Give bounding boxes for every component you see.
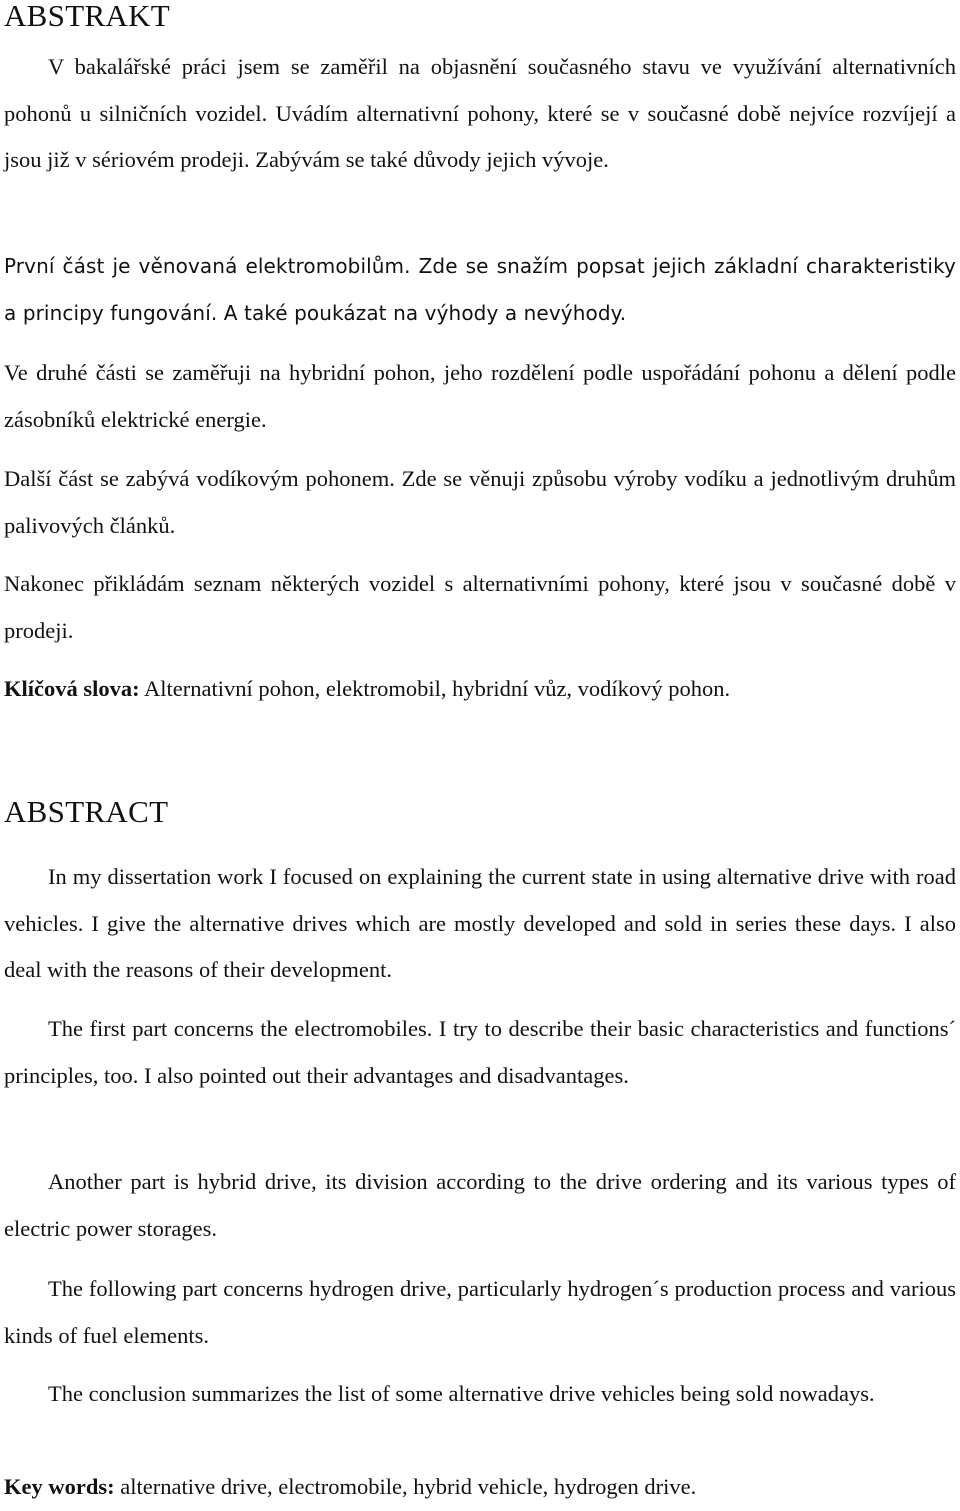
english-abstract-paragraph-1: In my dissertation work I focused on explaining the current state in using alternative drive with road vehicles. I give the alternative drives which are mostly developed and sold in series these days. I also deal with the reasons of their development. <box>4 864 956 982</box>
czech-abstract-paragraph-1: V bakalářské práci jsem se zaměřil na objasnění současného stavu ve využívání alternativních pohonů u silničních vozidel. Uvádím alternativní pohony, které se v současné době nejvíce rozvíjejí a jsou již v sériovém prodeji. Zabývám se také důvody jejich vývoje. <box>4 54 956 172</box>
english-keywords <box>4 1464 956 1511</box>
english-abstract-paragraph-4: The following part concerns hydrogen drive, particularly hydrogen´s production process and various kinds of fuel elements. <box>4 1276 956 1348</box>
english-keywords-list: alternative drive, electromobile, hybrid vehicle, hydrogen drive. <box>114 1474 697 1499</box>
czech-abstract-heading: ABSTRAKT <box>4 0 171 33</box>
czech-keywords-label: Klíčová slova: <box>4 676 140 701</box>
english-abstract-paragraph-5: The conclusion summarizes the list of some alternative drive vehicles being sold nowadays. <box>48 1381 875 1406</box>
english-abstract-paragraph-2: The first part concerns the electromobiles. I try to describe their basic characteristics and functions´ principles, too. I also pointed out their advantages and disadvantages. <box>4 1016 956 1088</box>
czech-abstract-paragraph-3: Ve druhé části se zaměřuji na hybridní pohon, jeho rozdělení podle uspořádání pohonu a dělení podle zásobníků elektrické energie. <box>4 360 956 432</box>
czech-abstract-paragraph-4: Další část se zabývá vodíkovým pohonem. Zde se věnuji způsobu výroby vodíku a jednotlivým druhům palivových článků. <box>4 466 956 538</box>
english-abstract-heading: ABSTRACT <box>4 794 169 829</box>
czech-keywords-list: Alternativní pohon, elektromobil, hybridní vůz, vodíkový pohon. <box>139 676 731 701</box>
english-keywords-label: Key words: <box>4 1474 115 1499</box>
czech-abstract-paragraph-2: První část je věnovaná elektromobilům. Zde se snažím popsat jejich základní charakteristiky a principy fungování. A také poukázat na výhody a nevýhody. <box>4 254 956 325</box>
english-abstract-paragraph-3: Another part is hybrid drive, its division according to the drive ordering and its various types of electric power storages. <box>4 1169 956 1241</box>
czech-abstract-paragraph-5: Nakonec přikládám seznam některých vozidel s alternativními pohony, které jsou v současné době v prodeji. <box>4 571 956 643</box>
czech-keywords <box>4 666 956 713</box>
